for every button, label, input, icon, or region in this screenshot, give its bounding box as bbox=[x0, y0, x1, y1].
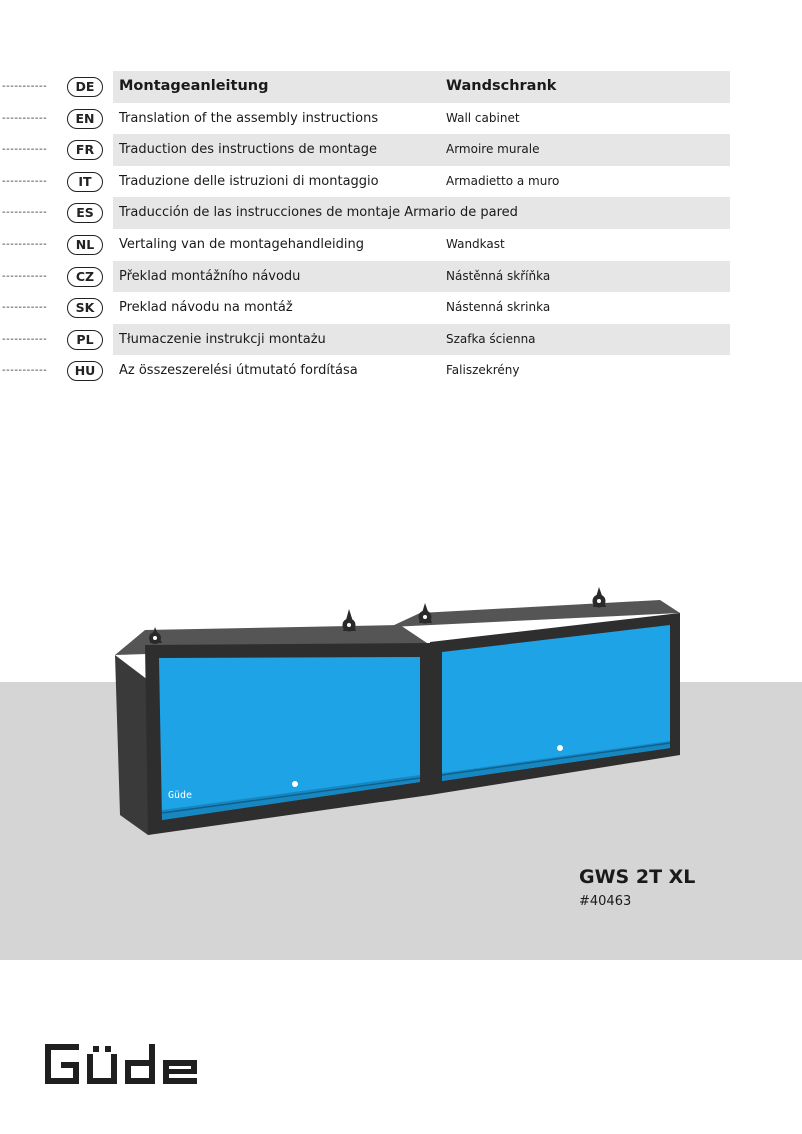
lang-code-badge: IT bbox=[67, 172, 103, 192]
lang-row-es bbox=[0, 197, 730, 229]
manual-title: Montageanleitung bbox=[119, 78, 269, 94]
dash-leader: ----------- bbox=[2, 365, 48, 377]
right-cabinet bbox=[390, 600, 680, 795]
lang-code-badge: FR bbox=[67, 140, 103, 160]
dash-leader: ----------- bbox=[2, 238, 48, 250]
manual-title: Traduction des instructions de montage bbox=[119, 142, 377, 158]
manual-title: Traduzione delle istruzioni di montaggio bbox=[119, 173, 379, 189]
lang-row-nl bbox=[0, 229, 730, 261]
lang-row-fr bbox=[0, 134, 730, 166]
dash-leader: ----------- bbox=[2, 270, 48, 282]
dash-leader: ----------- bbox=[2, 333, 48, 345]
lang-code-badge: DE bbox=[67, 77, 103, 97]
manual-title: Vertaling van de montagehandleiding bbox=[119, 236, 364, 252]
wall-cabinet-illustration bbox=[100, 585, 700, 845]
manual-title: Traducción de las instrucciones de montaje Armario de pared bbox=[119, 205, 518, 221]
product-name: Szafka ścienna bbox=[446, 331, 536, 346]
manual-title: Preklad návodu na montáž bbox=[119, 300, 293, 316]
manual-title: Překlad montážního návodu bbox=[119, 268, 301, 284]
language-table bbox=[0, 71, 730, 387]
product-name: Nástěnná skříňka bbox=[446, 268, 551, 283]
manual-title: Az összeszerelési útmutató fordítása bbox=[119, 363, 358, 379]
product-name: Armadietto a muro bbox=[446, 173, 560, 188]
product-name: Nástenná skrinka bbox=[446, 300, 551, 315]
lang-row-pl bbox=[0, 324, 730, 356]
dash-leader: ----------- bbox=[2, 112, 48, 124]
lang-row-en bbox=[0, 103, 730, 135]
lang-code-badge: NL bbox=[67, 235, 103, 255]
lang-row-cz bbox=[0, 261, 730, 293]
brand-logo bbox=[45, 1044, 197, 1086]
article-number: #40463 bbox=[579, 894, 632, 909]
lang-code-badge: HU bbox=[67, 361, 103, 381]
manual-title: Translation of the assembly instructions bbox=[119, 110, 379, 126]
dash-leader: ----------- bbox=[2, 302, 48, 314]
manual-title: Tłumaczenie instrukcji montażu bbox=[119, 331, 326, 347]
keyhole-icon bbox=[557, 745, 563, 751]
lang-code-badge: PL bbox=[67, 330, 103, 350]
dash-leader: ----------- bbox=[2, 175, 48, 187]
dash-leader: ----------- bbox=[2, 81, 48, 92]
lang-code-badge: ES bbox=[67, 203, 103, 223]
lang-code-badge: CZ bbox=[67, 267, 103, 287]
left-cabinet bbox=[115, 625, 430, 835]
product-name: Wandkast bbox=[446, 236, 505, 251]
product-name: Faliszekrény bbox=[446, 363, 520, 378]
dash-leader: ----------- bbox=[2, 144, 48, 156]
door-brand-badge: Güde bbox=[168, 790, 193, 801]
lang-code-badge: SK bbox=[67, 298, 103, 318]
lang-row-it bbox=[0, 166, 730, 198]
model-name: GWS 2T XL bbox=[579, 866, 696, 888]
product-name: Wall cabinet bbox=[446, 110, 520, 125]
lang-row-de bbox=[0, 71, 730, 103]
lang-code-badge: EN bbox=[67, 109, 103, 129]
keyhole-icon bbox=[292, 781, 298, 787]
lang-row-sk bbox=[0, 292, 730, 324]
lang-row-hu bbox=[0, 355, 730, 387]
product-name: Armoire murale bbox=[446, 142, 540, 157]
dash-leader: ----------- bbox=[2, 207, 48, 219]
product-name: Wandschrank bbox=[446, 78, 557, 94]
